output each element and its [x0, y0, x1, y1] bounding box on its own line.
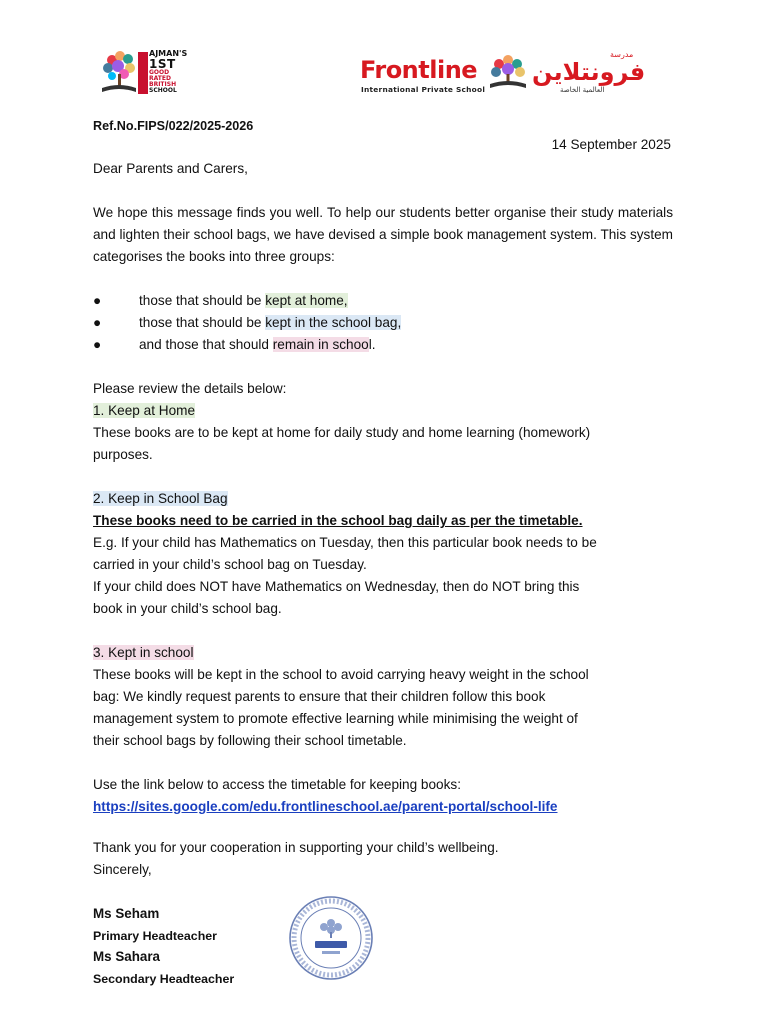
signatory-role: Secondary Headteacher	[93, 972, 235, 986]
closing-line: Sincerely,	[93, 862, 152, 877]
section-2-emphasis: These books need to be carried in the school bag daily as per the timetable.	[93, 513, 583, 528]
brand-arabic: فرونتلاين	[532, 58, 646, 86]
signatory-name: Ms Seham	[93, 906, 160, 921]
tree-book-emblem-icon	[487, 54, 529, 94]
badge-line: GOOD	[149, 69, 170, 76]
timetable-link[interactable]: https://sites.google.com/edu.frontlineschool.ae/parent-portal/school-life	[93, 799, 558, 814]
list-item-prefix: and those that should	[139, 337, 273, 352]
badge-line: RATED	[149, 75, 171, 82]
bullet-icon: ●	[93, 315, 102, 330]
bullet-icon: ●	[93, 293, 102, 308]
list-item	[93, 312, 401, 334]
school-seal-icon	[288, 895, 374, 981]
link-intro: Use the link below to access the timetable for keeping books:	[93, 777, 461, 792]
link-line	[93, 796, 558, 818]
intro-paragraph: We hope this message finds you well. To help our students better organise their study materials and lighten their school bags, we have devised a simple book management system. This system categorises the books into three groups:	[93, 205, 673, 264]
salutation: Dear Parents and Carers,	[93, 161, 248, 176]
section-1-line: These books are to be kept at home for daily study and home learning (homework)	[93, 425, 591, 440]
badge-text	[149, 50, 187, 94]
list-item	[93, 290, 401, 312]
brand-arabic-small: مدرسة	[610, 50, 634, 59]
thanks-line: Thank you for your cooperation in supporting your child’s wellbeing.	[93, 840, 499, 855]
highlight-school: remain in schoo	[272, 337, 369, 352]
section-2-title-text: 2. Keep in School Bag	[93, 491, 228, 506]
section-2-line: E.g. If your child has Mathematics on Tuesday, then this particular book needs to be	[93, 535, 597, 550]
badge-line: BRITISH	[149, 81, 177, 88]
highlight-home: kept at home,	[265, 293, 348, 308]
brand-name: Frontline	[360, 56, 478, 84]
list-item	[93, 334, 401, 356]
list-item-prefix: those that should be	[139, 315, 266, 330]
brand-arabic-subtitle: العالمية الخاصة	[560, 86, 605, 94]
section-3-title	[93, 642, 194, 664]
reference-number: Ref.No.FIPS/022/2025-2026	[93, 119, 254, 133]
badge-line: AJMAN'S	[149, 49, 188, 58]
list-item-text	[139, 334, 376, 356]
section-1-line: purposes.	[93, 447, 153, 462]
list-item-text	[139, 312, 401, 334]
list-item-text	[139, 290, 348, 312]
section-3-line: bag: We kindly request parents to ensure that their children follow this book	[93, 689, 546, 704]
review-line: Please review the details below:	[93, 381, 287, 396]
brand-subtitle: International Private School	[361, 85, 486, 94]
section-3-line: their school bags by following their school timetable.	[93, 733, 407, 748]
badge-line: 1ST	[149, 57, 176, 71]
section-3-line: These books will be kept in the school to avoid carrying heavy weight in the school	[93, 667, 589, 682]
section-2-line: If your child does NOT have Mathematics on Wednesday, then do NOT bring this	[93, 579, 580, 594]
list-item-suffix: l.	[368, 337, 376, 352]
section-2-title	[93, 488, 228, 510]
badge-line: SCHOOL	[149, 87, 177, 94]
section-2-line: book in your child’s school bag.	[93, 601, 282, 616]
letter-date: 14 September 2025	[551, 137, 671, 152]
section-1-title	[93, 400, 195, 422]
list-item-prefix: those that should be	[139, 293, 266, 308]
section-3-line: management system to promote effective learning while minimising the weight of	[93, 711, 578, 726]
section-2-line: carried in your child’s school bag on Tuesday.	[93, 557, 367, 572]
bullet-icon: ●	[93, 337, 102, 352]
section-1-title-text: 1. Keep at Home	[93, 403, 196, 418]
category-list	[93, 290, 401, 356]
highlight-bag: kept in the school bag,	[265, 315, 402, 330]
section-3-title-text: 3. Kept in school	[93, 645, 194, 660]
signatory-name: Ms Sahara	[93, 949, 160, 964]
signatory-role: Primary Headteacher	[93, 929, 217, 943]
